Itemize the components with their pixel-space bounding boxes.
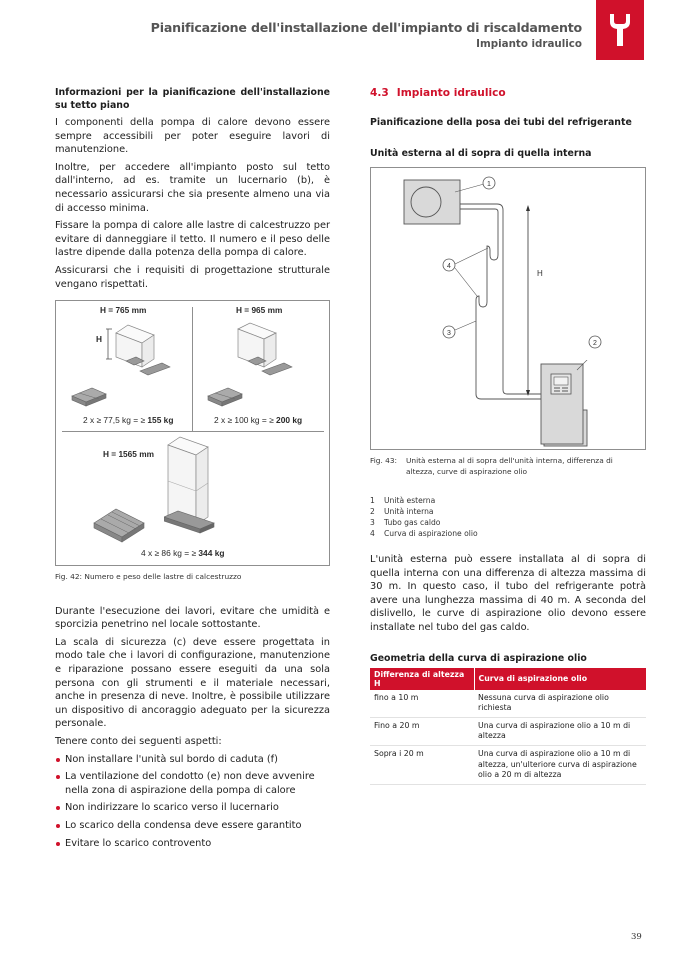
figure-42-caption (55, 572, 330, 583)
svg-text:2: 2 (593, 340, 597, 347)
paragraph: Inoltre, per accedere all'impianto posto sul tetto dall'interno, ad es. tramite un lucernario (b), è necessario assicurarsi che sia presente almeno una via di accesso minima. (55, 161, 330, 214)
table-row (370, 690, 646, 718)
legend-item (370, 495, 646, 506)
aspects-list (55, 753, 330, 851)
figure-divider (192, 307, 193, 431)
table-cell: Una curva di aspirazione olio a 10 m di altezza (474, 717, 646, 745)
panel-weight: 2 x ≥ 100 kg = ≥ 200 kg (214, 415, 303, 426)
rooftop-heading: Informazioni per la pianificazione dell'installazione su tetto piano (55, 87, 330, 111)
section-title: Impianto idraulico (396, 87, 506, 99)
legend-number: 1 (370, 496, 375, 505)
callout-2 (587, 334, 603, 350)
paragraph: I componenti della pompa di calore devono essere sempre accessibili per poter eseguire lavori di manutenzione. (55, 117, 330, 156)
list-item: Non installare l'unità sul bordo di caduta (f) (55, 753, 330, 767)
figure-43-pipe-diagram (370, 167, 646, 450)
slab-stack-icon (70, 384, 110, 408)
heat-pump-tall-illustration (164, 435, 224, 535)
list-item: Non indirizzare lo scarico verso il lucernario (55, 801, 330, 815)
legend-item (370, 506, 646, 517)
caption-number: Fig. 42: (55, 572, 83, 582)
list-item: Evitare lo scarico controvento (55, 837, 330, 851)
table-cell: Fino a 20 m (370, 717, 474, 745)
caption-number: Fig. 43: (370, 456, 398, 465)
column-header: Curva di aspirazione olio (474, 668, 646, 690)
caption-text: Unità esterna al di sopra dell'unità interna, differenza di (406, 456, 613, 465)
heat-pump-small-illustration (106, 321, 186, 379)
figure-43-caption (370, 456, 646, 477)
table-header-row (370, 668, 646, 690)
column-header: Differenza di altezza H (370, 668, 474, 690)
paragraph: La scala di sicurezza (c) deve essere progettata in modo tale che i lavori di configurazione, manutenzione e riparazione possano essere eseguiti da una sola persona con gli strumenti e il materiale necessari, anche in presenza di neve. Inoltre, è possibile utilizzare un dispositivo di ancoraggio adeguato per la sicurezza personale. (55, 636, 330, 730)
caption-text: altezza, curve di aspirazione olio (406, 466, 528, 476)
figure-42-concrete-slabs (55, 300, 330, 566)
table-title: Geometria della curva di aspirazione olio (370, 652, 587, 664)
slab-stack-icon (206, 384, 246, 408)
legend-label: Unità esterna (384, 496, 436, 505)
subheading: Pianificazione della posa dei tubi del refrigerante (370, 117, 632, 128)
legend-item (370, 528, 646, 539)
slab-stack-icon (92, 505, 148, 545)
paragraph: L'unità esterna può essere installata al di sopra di quella interna con una differenza di altezza massima di 30 m. In questo caso, il tubo del refrigerante potrà avere una lunghezza massima di 40 m. A seconda del dislivello, le curve di aspirazione olio devono essere installate nel tubo del gas caldo. (370, 554, 646, 633)
legend-item (370, 517, 646, 528)
figure-divider (62, 431, 324, 432)
paragraph: Assicurarsi che i requisiti di progettazione strutturale vengano rispettati. (55, 264, 330, 290)
page-subtitle: Impianto idraulico (476, 38, 582, 50)
legend-label: Tubo gas caldo (384, 518, 441, 527)
page-header (151, 20, 582, 50)
subheading: Unità esterna al di sopra di quella interna (370, 148, 592, 159)
paragraph: Tenere conto dei seguenti aspetti: (55, 735, 222, 747)
paragraph: Fissare la pompa di calore alle lastre di calcestruzzo per evitare di danneggiare il tetto. Il numero e il peso delle lastre dipende dalla potenza della pompa di calore. (55, 220, 330, 259)
table-cell: Una curva di aspirazione olio a 10 m di altezza, un'ulteriore curva di aspirazione olio a 20 m di altezza (474, 745, 646, 784)
table-row (370, 717, 646, 745)
indoor-unit-illustration (539, 360, 595, 446)
section-number: 4.3 (370, 87, 389, 99)
svg-text:4: 4 (447, 263, 451, 270)
page-number: 39 (631, 932, 642, 942)
table-cell: fino a 10 m (370, 690, 474, 718)
outdoor-unit (404, 180, 460, 224)
panel-weight: 4 x ≥ 86 kg = ≥ 344 kg (141, 548, 225, 559)
legend-number: 4 (370, 529, 375, 538)
refrigerant-pipe-diagram (371, 168, 645, 449)
table-cell: Nessuna curva di aspirazione olio richiesta (474, 690, 646, 718)
figure-legend (370, 495, 646, 539)
dimension-label: H (96, 334, 102, 345)
svg-text:1: 1 (487, 181, 491, 188)
panel-height-label: H = 765 mm (100, 305, 147, 316)
right-column (370, 86, 646, 785)
table-row (370, 745, 646, 784)
panel-weight: 2 x ≥ 77,5 kg = ≥ 155 kg (83, 415, 174, 426)
list-item: Lo scarico della condensa deve essere garantito (55, 819, 330, 833)
oil-trap-table (370, 668, 646, 785)
legend-label: Curva di aspirazione olio (384, 529, 478, 538)
list-item: La ventilazione del condotto (e) non deve avvenire nella zona di aspirazione della pompa di calore (55, 770, 330, 797)
heat-pump-medium-illustration (228, 321, 308, 379)
chapter-tab (596, 0, 644, 60)
legend-number: 2 (370, 507, 375, 516)
panel-height-label: H = 1565 mm (103, 449, 154, 460)
svg-text:H: H (537, 269, 543, 278)
legend-number: 3 (370, 518, 375, 527)
wrench-icon (608, 12, 632, 48)
svg-text:3: 3 (447, 330, 451, 337)
table-cell: Sopra i 20 m (370, 745, 474, 784)
page-title: Pianificazione dell'installazione dell'impianto di riscaldamento (150, 20, 582, 35)
paragraph: Durante l'esecuzione dei lavori, evitare che umidità e sporcizia penetrino nel locale sottostante. (55, 605, 330, 631)
left-column (55, 86, 330, 850)
section-heading (370, 87, 646, 99)
legend-label: Unità interna (384, 507, 434, 516)
caption-text: Numero e peso delle lastre di calcestruzzo (84, 572, 242, 582)
panel-height-label: H = 965 mm (236, 305, 283, 316)
